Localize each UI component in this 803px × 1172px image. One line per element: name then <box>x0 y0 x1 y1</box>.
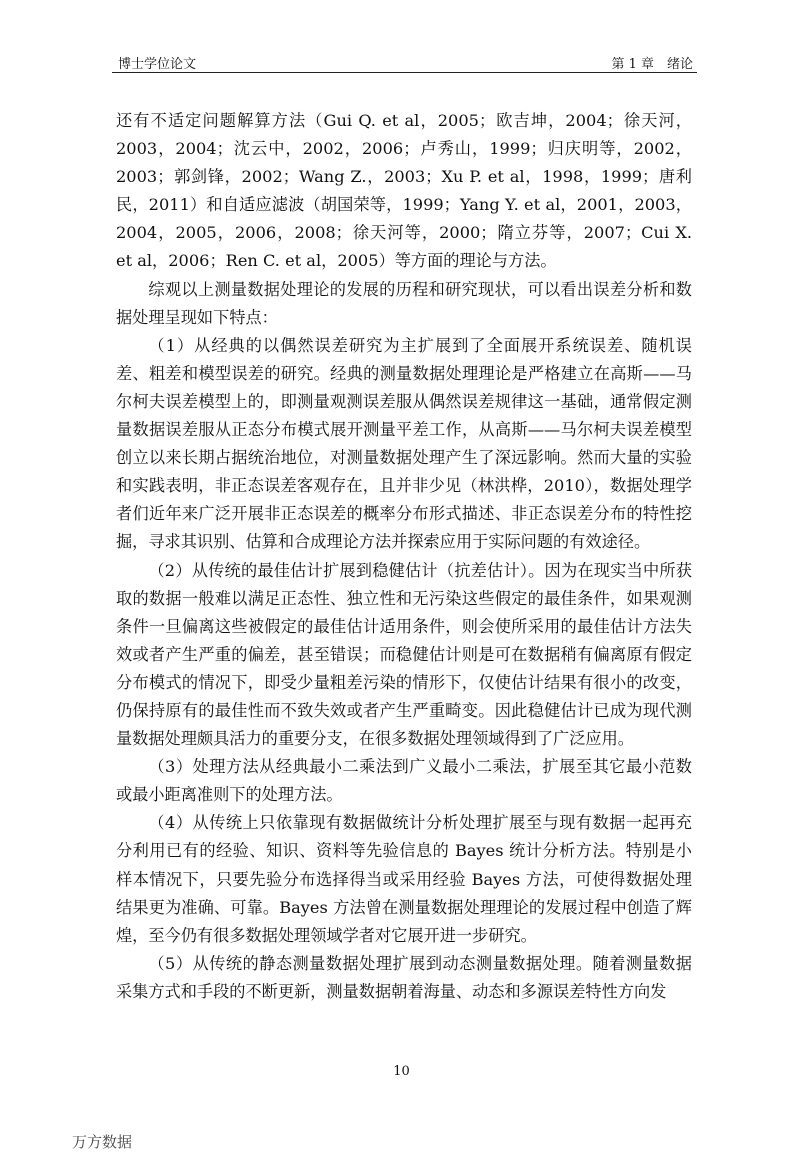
paragraph-item-5: （5）从传统的静态测量数据处理扩展到动态测量数据处理。随着测量数据采集方式和手段的不断更新，测量数据朝着海量、动态和多源误差特性方向发 <box>116 953 692 1001</box>
header-chapter-title: 第 1 章 绪论 <box>611 57 693 72</box>
paragraph-item-3: （3）处理方法从经典最小二乘法到广义最小二乘法，扩展至其它最小范数或最小距离准则下的处理方法。 <box>116 757 692 805</box>
header-divider <box>112 72 697 73</box>
body-text <box>116 107 692 1006</box>
paragraph-item-1: （1）从经典的以偶然误差研究为主扩展到了全面展开系统误差、随机误差、粗差和模型误差的研究。经典的测量数据处理理论是严格建立在高斯——马尔柯夫误差模型上的，即测量观测误差服从偶然误差规律这一基础，通常假定测量数据误差服从正态分布模式展开测量平差工作，从高斯——马尔柯夫误差模型创立以来长期占据统治地位，对测量数据处理产生了深远影响。然而大量的实验和实践表明，非正态误差客观存在，且并非少见（林洪桦，2010），数据处理学者们近年来广泛开展非正态误差的概率分布形式描述、非正态误差分布的特性挖掘，寻求其识别、估算和合成理论方法并探索应用于实际问题的有效途径。 <box>116 335 692 552</box>
page-number: 10 <box>393 1064 410 1079</box>
watermark: 万方数据 <box>72 1133 133 1151</box>
paragraph-summary: 综观以上测量数据处理论的发展的历程和研究现状，可以看出误差分析和数据处理呈现如下特点： <box>116 279 692 327</box>
paragraph-item-4: （4）从传统上只依靠现有数据做统计分析处理扩展至与现有数据一起再充分利用已有的经验、知识、资料等先验信息的 Bayes 统计分析方法。特别是小样本情况下，只要先验分布选择得当或采用经验 Bayes 方法，可使得数据处理结果更为准确、可靠。Bayes 方法曾在测量数据处理理论的发展过程中创造了辉煌，至今仍有很多数据处理领域学者对它展开进一步研究。 <box>116 813 692 945</box>
paragraph-continuation: 还有不适定问题解算方法（Gui Q. et al，2005；欧吉坤，2004；徐天河，2003，2004；沈云中，2002，2006；卢秀山，1999；归庆明等，2002，2003；郭剑锋，2002；Wang Z.，2003；Xu P. et al，1998，1999；唐利民，2011）和自适应滤波（胡国荣等，1999；Yang Y. et al，2001，2003，2004，2005，2006，2008；徐天河等，2000；隋立芬等，2007；Cui X. et al，2006；Ren C. et al，2005）等方面的理论与方法。 <box>116 111 692 271</box>
header-thesis-type: 博士学位论文 <box>118 57 197 72</box>
paragraph-item-2: （2）从传统的最佳估计扩展到稳健估计（抗差估计）。因为在现实当中所获取的数据一般难以满足正态性、独立性和无污染这些假定的最佳条件，如果观测条件一旦偏离这些被假定的最佳估计适用条件，则会使所采用的最佳估计方法失效或者产生严重的偏差，甚至错误；而稳健估计则是可在数据稍有偏离原有假定分布模式的情况下，即受少量粗差污染的情形下，仅使估计结果有很小的改变，仍保持原有的最佳性而不致失效或者产生严重畸变。因此稳健估计已成为现代测量数据处理颇具活力的重要分支，在很多数据处理领域得到了广泛应用。 <box>116 560 692 749</box>
running-header <box>118 53 693 73</box>
